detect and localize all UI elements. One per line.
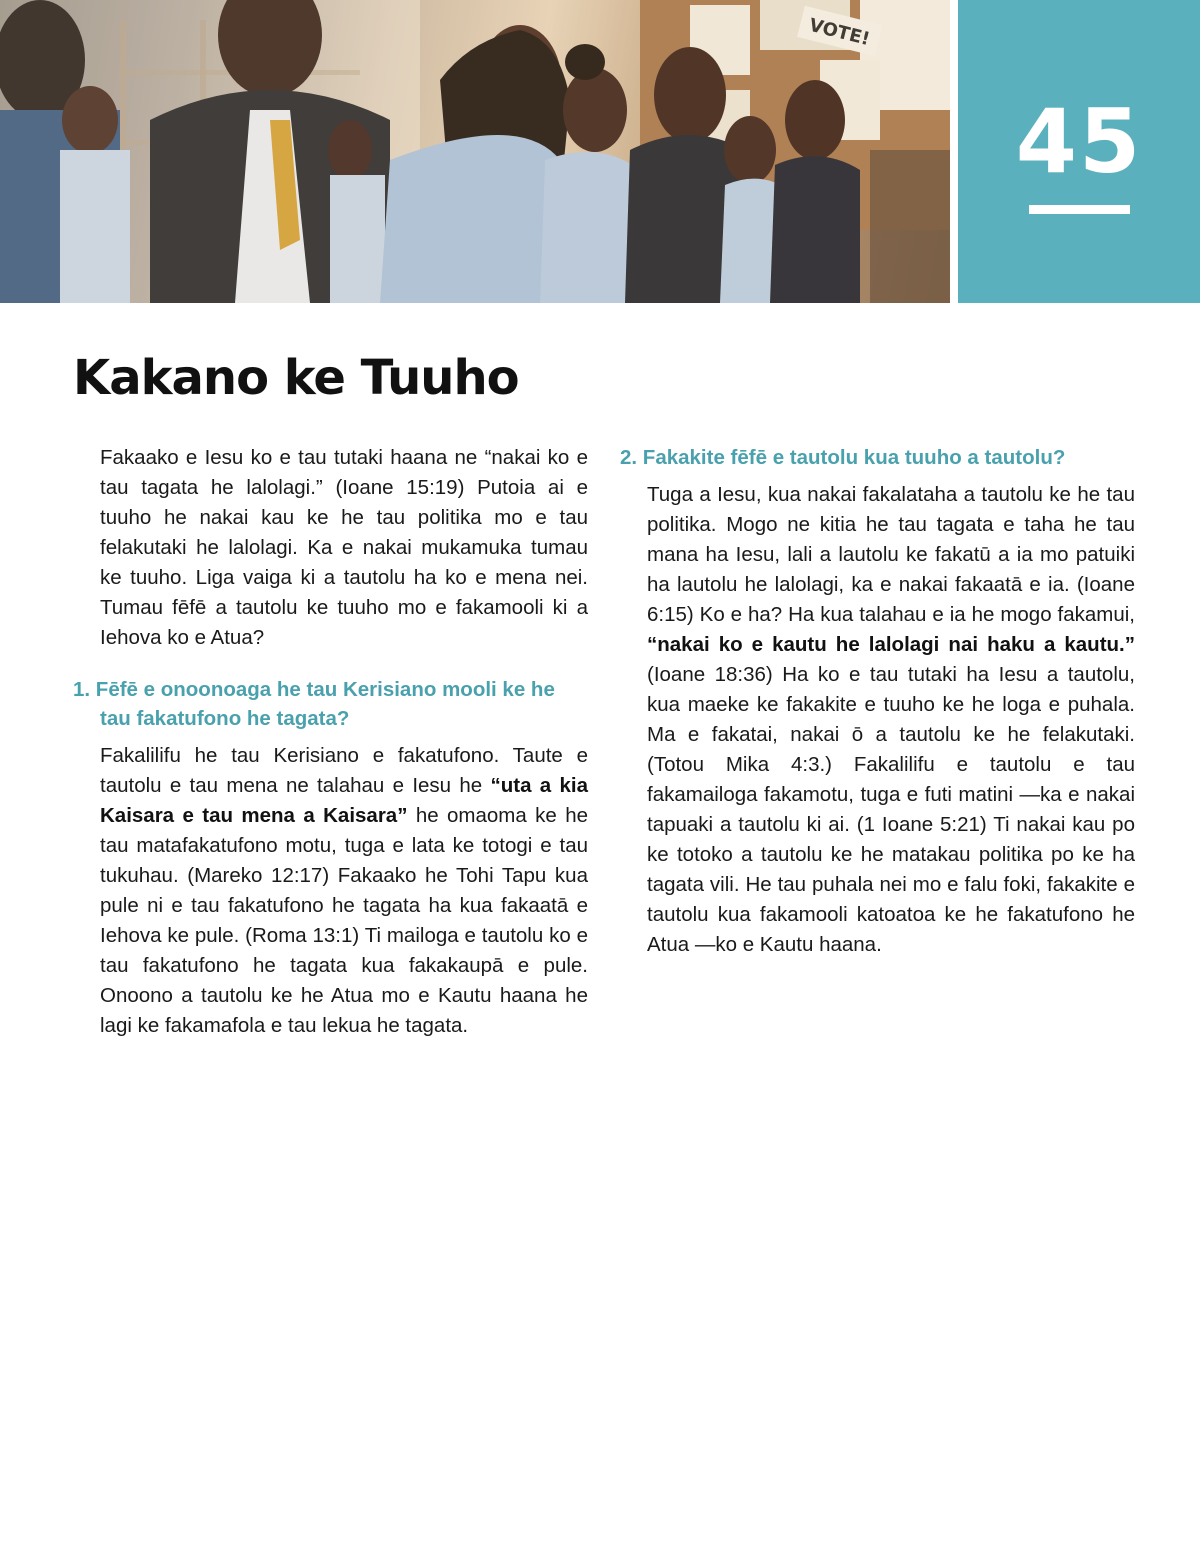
lesson-number: 45 xyxy=(1015,90,1143,193)
intro-paragraph: Fakaako e Iesu ko e tau tutaki haana ne “nakai ko e tau tagata he lalolagi.” (Ioane 15:19) Putoia ai e tuuho he nakai kau ke he tau politika mo e tau felakutaki he lalolagi. Ka e nakai mukamuka tumau ke tuuho. Liga vaiga ki a tautolu ha ko e mena nei. Tumau fēfē a tautolu ke tuuho mo e fakamooli ki a Iehova ko e Atua? xyxy=(100,446,588,649)
section-1-text-b: he omaoma ke he tau matafakatufono motu, tuga e lata ke totogi e tau tukuhau. (Mareko 12:17) Fakaako he Tohi Tapu kua pule ni e tau fakatufono he tagata ha kua fakaatā e Iehova ke pule. (Roma 13:1) Ti mailoga e tautolu ko e tau fakatufono he tagata kua fakakaupā e pule. Onoono a tautolu ke he Atua mo e Kautu haana he lagi ke fakamafola e tau lekua he tagata. xyxy=(100,804,589,1037)
section-2-heading: 2. Fakakite fēfē e tautolu kua tuuho a tautolu? xyxy=(620,446,1066,469)
section-2-text-a: Tuga a Iesu, kua nakai fakalataha a tautolu ke he tau politika. Mogo ne kitia he tau tagata e taha he tau mana ha Iesu, lali a lautolu ke fakatū a ia mo patuiki ha lautolu he lalolagi, ka e nakai fakaatā e ia. (Ioane 6:15) Ko e ha? Ha kua talahau e ia he mogo fakamui, xyxy=(647,483,1135,626)
right-column xyxy=(620,443,1135,960)
section-1-bold-quote: “uta a kia Kaisara e tau mena a Kaisara” xyxy=(100,774,588,827)
lesson-number-panel xyxy=(958,0,1200,303)
section-2-paragraph xyxy=(620,480,1135,960)
poster-text: VOTE! xyxy=(806,14,872,51)
hero-photo xyxy=(0,0,950,303)
hero-illustration xyxy=(0,0,950,303)
left-column xyxy=(73,443,588,1041)
page-title: Kakano ke Tuuho xyxy=(73,350,519,406)
section-1-paragraph xyxy=(73,741,588,1041)
section-2-text-b: (Ioane 18:36) Ha ko e tau tutaki ha Iesu a tautolu, kua maeke ke fakakite e tuuho ke he loga e puhala. Ma e fakatai, nakai ō a tautolu ke he felakutaki. (Totou Mika 4:3.) Fakalilifu e tautolu e tau fakamailoga fakamotu, tuga e futi matini —ka e nakai tapuaki a tautolu ki ai. (1 Ioane 5:21) Ti nakai kau po ke totoko a tautolu ke he matakau politika po ke ha tagata vili. He tau puhala nei mo e falu foki, fakakite e tautolu kua fakamooli katoatoa ke he fakatufono he Atua —ko e Kautu haana. xyxy=(647,663,1135,956)
section-1-heading: 1. Fēfē e onoonoaga he tau Kerisiano mooli ke he tau fakatufono he tagata? xyxy=(73,678,555,730)
section-2-bold-quote: “nakai ko e kautu he lalolagi nai haku a kautu.” xyxy=(647,633,1135,656)
lesson-number-underline xyxy=(1029,205,1130,214)
section-1-text-a: Fakalilifu he tau Kerisiano e fakatufono. Taute e tautolu e tau mena ne talahau e Iesu he xyxy=(100,744,588,797)
